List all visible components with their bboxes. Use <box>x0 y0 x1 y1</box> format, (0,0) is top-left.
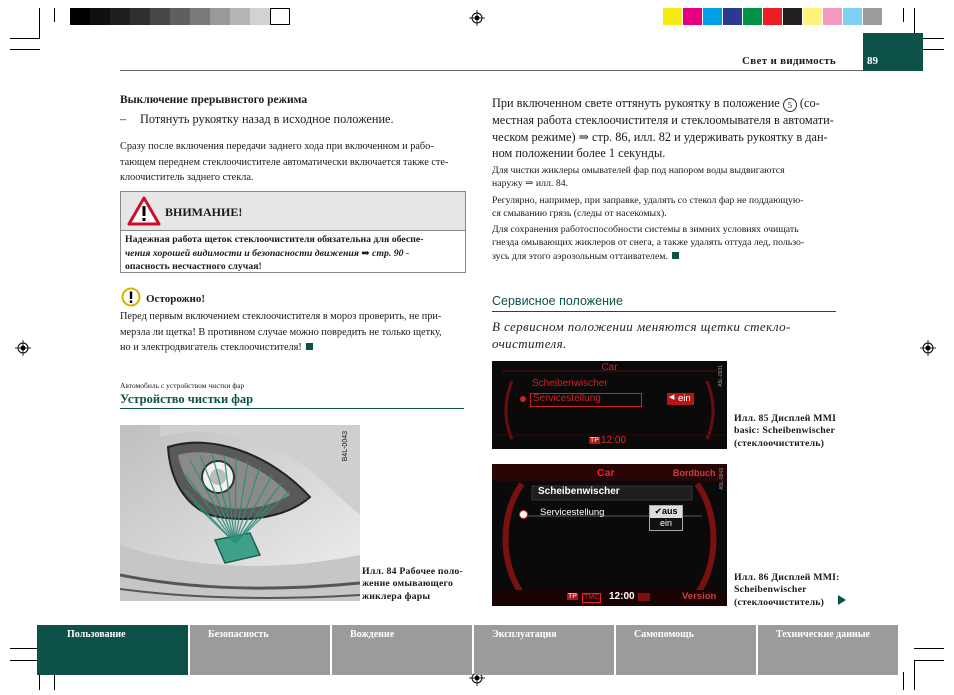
header-rule <box>120 70 863 71</box>
crop-mark <box>914 660 944 661</box>
text-line: Илл. 84 Рабочее поло- <box>362 566 463 577</box>
text-line: Scheibenwischer <box>734 584 807 596</box>
text-line: очистителя. <box>492 336 567 351</box>
nav-tab-label: Безопасность <box>208 629 269 640</box>
gray-swatch <box>110 8 130 25</box>
color-swatch <box>663 8 682 25</box>
text-line: (стеклоочиститель) <box>734 596 825 608</box>
list-dash: – <box>120 112 127 126</box>
text-line: ном положении более 1 секунды. <box>492 146 666 160</box>
figure-85-caption <box>734 413 844 450</box>
section-kicker: Автомобиль с устройством чистки фар <box>120 381 245 390</box>
text-line: При включенном свете оттянуть рукоятку в положение 5 (со- <box>492 96 820 110</box>
position-5-icon: 5 <box>783 98 797 112</box>
instruction-item <box>120 111 394 128</box>
service-position-title: Сервисное положение <box>492 294 623 308</box>
gray-swatch <box>130 8 150 25</box>
gray-swatch <box>250 8 270 25</box>
screen-menu-title: Scheibenwischer <box>532 378 608 389</box>
color-swatch <box>743 8 762 25</box>
crop-mark <box>914 660 915 690</box>
text-line: Илл. 86 Дисплей MMI: <box>734 572 840 583</box>
text-line: мерзла ли щетка! В противном случае можно повредить не только щетку, <box>120 326 442 338</box>
text-line: местная работа стеклоочистителя и стеклоомывателя в автомати- <box>492 113 834 127</box>
text-line: Для сохранения работоспособности системы в зимних условиях очищать <box>492 224 799 235</box>
screen-title: Car <box>601 362 618 373</box>
registration-mark-icon <box>469 10 485 26</box>
crop-mark <box>10 49 40 50</box>
headlight-illustration <box>120 425 360 601</box>
crop-mark <box>10 648 40 649</box>
screen-title: Car <box>597 467 615 479</box>
caution-text <box>120 309 465 356</box>
headlight-cleaning-title: Устройство чистки фар <box>120 392 254 406</box>
screen-clock: 12:00 <box>609 591 635 602</box>
page-number: 89 <box>867 55 878 67</box>
text-line: В сервисном положении меняются щетки стекло- <box>492 319 791 334</box>
gray-swatch <box>210 8 230 25</box>
registration-mark-icon <box>15 340 31 356</box>
mmi-basic-screen <box>492 361 727 449</box>
text-line: жиклера фары <box>362 590 431 602</box>
gray-swatch <box>70 8 90 25</box>
screen-menu-item: Servicestellung <box>540 507 605 518</box>
text-line: жение омывающего <box>362 578 454 590</box>
headlight-washer-drawing <box>120 425 360 601</box>
page-section-title: Свет и видимость <box>742 55 836 67</box>
text-line: но и электродвигатель стеклоочистителя! <box>120 340 465 356</box>
cleaning-paragraph <box>492 194 837 221</box>
text-line: чения хорошей видимости и безопасности движения ➡ стр. 90 - <box>125 247 410 259</box>
nav-tab-label: Технические данные <box>776 629 870 640</box>
warning-title: ВНИМАНИЕ! <box>165 205 243 219</box>
nav-tab-4[interactable] <box>474 625 614 675</box>
nav-tab-label: Пользование <box>67 629 126 640</box>
nav-tab-2[interactable] <box>190 625 330 675</box>
end-of-section-icon <box>306 343 313 350</box>
color-swatch <box>823 8 842 25</box>
text-line: Надежная работа щеток стеклоочистителя обязательна для обеспе- <box>125 234 424 245</box>
text-line: (стеклоочиститель) <box>734 437 825 449</box>
text-line: ческом режиме) ⇒ стр. 86, илл. 82 и удерживать рукоятку в дан- <box>492 129 828 144</box>
gray-swatch <box>170 8 190 25</box>
color-swatch <box>763 8 782 25</box>
text-line: Регулярно, например, при заправке, удалять со стекол фар не поддающую- <box>492 195 804 206</box>
crop-mark <box>10 38 40 39</box>
value-box <box>667 393 694 405</box>
nav-tab-5[interactable] <box>616 625 756 675</box>
registration-mark-icon <box>920 340 936 356</box>
text-line: тающем переднем стеклоочистителе автоматически включается также сте- <box>120 156 449 168</box>
figure-86-caption <box>734 572 844 609</box>
service-intro <box>492 318 837 352</box>
caution-icon <box>121 287 141 307</box>
washer-paragraph <box>492 164 837 191</box>
headlight-intro-paragraph <box>492 95 837 162</box>
gray-swatch <box>150 8 170 25</box>
color-swatch <box>703 8 722 25</box>
end-of-section-icon <box>672 252 679 259</box>
nav-tab-label: Самопомощь <box>634 629 694 640</box>
warning-triangle-icon <box>127 196 161 226</box>
signal-icon <box>638 593 650 601</box>
crop-mark <box>10 660 40 661</box>
text-line: Перед первым включением стеклоочистителя в мороз проверить, не при- <box>120 311 442 322</box>
text-line: Для чистки жиклеры омывателей фар под напором воды выдвигаются <box>492 165 785 176</box>
gray-swatch <box>270 8 290 25</box>
version-tab: Version <box>682 591 717 602</box>
next-page-arrow-icon[interactable] <box>837 594 847 606</box>
color-swatch <box>843 8 862 25</box>
warning-text <box>125 233 461 274</box>
value-text: ein <box>678 393 691 404</box>
nav-tab-3[interactable] <box>332 625 472 675</box>
crop-mark <box>903 8 904 22</box>
text-line: клоочиститель заднего стекла. <box>120 172 254 183</box>
warning-header <box>121 192 465 231</box>
caution-title: Осторожно! <box>146 293 206 305</box>
figure-code: B4L-0043 <box>342 431 349 462</box>
selection-dot-icon <box>519 510 528 519</box>
intermittent-heading: Выключение прерывистого режима <box>120 94 308 106</box>
crop-mark <box>903 672 904 690</box>
tmc-badge: TMC <box>584 594 600 601</box>
section-rule <box>120 408 464 409</box>
tp-badge: TP <box>568 593 577 600</box>
option-box <box>649 505 683 531</box>
text-line: опасность несчастного случая! <box>125 261 262 272</box>
option-ein: ein <box>659 518 672 528</box>
text-line: Сразу после включения передачи заднего хода при включенном и рабо- <box>120 141 434 152</box>
text-line: basic: Scheibenwischer <box>734 425 836 437</box>
screen-clock: 12:00 <box>601 435 627 446</box>
section-rule <box>492 311 836 312</box>
color-swatch <box>783 8 802 25</box>
selection-dot-icon <box>520 396 526 402</box>
text-line: зусь для этого аэрозольным оттаивателем. <box>492 250 837 263</box>
nav-tab-label: Эксплуатация <box>492 629 557 640</box>
mmi-screen <box>492 464 727 606</box>
screen-menu-title: Scheibenwischer <box>538 486 620 497</box>
winter-paragraph <box>492 223 837 263</box>
bordbuch-tab: Bordbuch <box>673 468 716 478</box>
gray-swatch <box>230 8 250 25</box>
nav-tab-6[interactable] <box>758 625 898 675</box>
color-swatch <box>803 8 822 25</box>
crop-mark <box>39 8 40 38</box>
tp-badge: TP <box>590 437 599 444</box>
rear-wiper-paragraph <box>120 139 465 186</box>
text-line: наружу ⇒ илл. 84. <box>492 178 569 190</box>
arrow-icon: ◀ <box>669 394 675 401</box>
text-line: ся смыванию грязь (следы от насекомых). <box>492 208 667 220</box>
instruction-text: Потянуть рукоятку назад в исходное положение. <box>140 112 394 126</box>
color-swatch <box>723 8 742 25</box>
screen-menu-item: Servicestellung <box>533 393 601 404</box>
crop-mark <box>914 648 944 649</box>
gray-swatch <box>190 8 210 25</box>
nav-tab-1[interactable] <box>37 625 188 675</box>
option-aus: ✔aus <box>650 506 682 518</box>
text-line: Илл. 85 Дисплей MMI <box>734 413 837 424</box>
nav-tab-label: Вождение <box>350 629 395 640</box>
text-line: гнезда омывающих жиклеров от снега, а также удалять оттуда лед, пользо- <box>492 237 805 249</box>
gray-swatch <box>90 8 110 25</box>
figure-84-caption <box>362 566 467 603</box>
figure-code: A5L-0943 <box>719 468 725 490</box>
color-swatch <box>863 8 882 25</box>
warning-box <box>120 191 466 273</box>
color-swatch <box>683 8 702 25</box>
figure-code: A5L-0931 <box>718 365 724 387</box>
crop-mark <box>54 8 55 22</box>
